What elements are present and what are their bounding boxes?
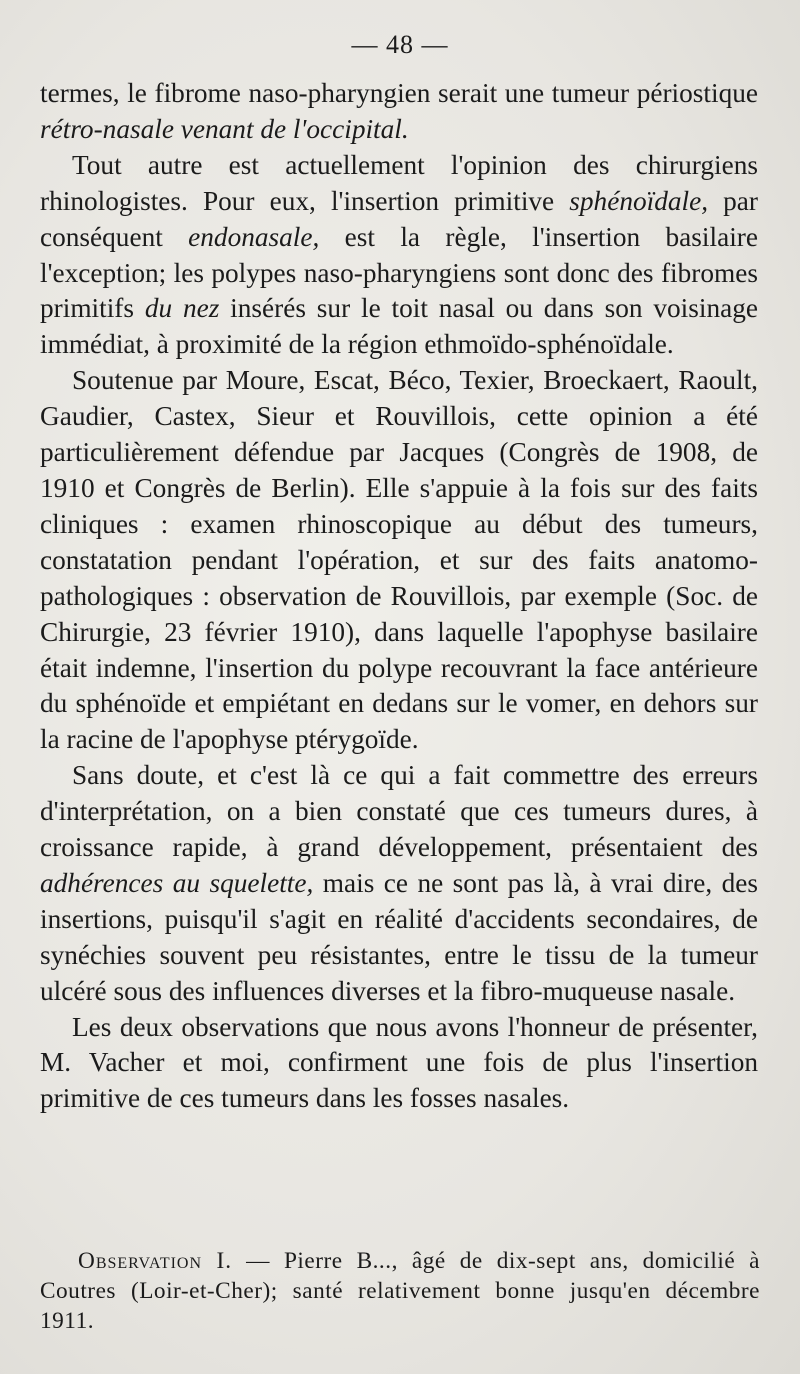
text-segment: par conséquent bbox=[40, 185, 758, 252]
observation-block bbox=[40, 1246, 760, 1336]
page-number: — 48 — bbox=[351, 30, 449, 59]
text-segment: mais ce ne sont pas là, à vrai dire, des insertions, puisqu'il s'agit en réalité d'accidents secondaires, de synéchies souvent peu résistantes, entre le tissu de la tumeur ulcéré sous des influences diverses et la fibro-muqueuse nasale. bbox=[40, 867, 758, 1006]
text-segment: Soutenue par Moure, Escat, Béco, Texier, Broeckaert, Raoult, Gaudier, Castex, Sieur et Rouvillois, cette opinion a été particulièrement défendue par Jacques (Congrès de 1908, de 1910 et Congrès de Berlin). Elle s'appuie à la fois sur des faits cliniques : examen rhinoscopique au début des tumeurs, constatation pendant l'opération, et sur des faits anatomo-pathologiques : observation de Rouvillois, par exemple (Soc. de Chirurgie, 23 février 1910), dans laquelle l'apophyse basilaire était indemne, l'insertion du polype recouvrant la face antérieure du sphénoïde et empiétant en dedans sur le vomer, en dehors sur la racine de l'apophyse ptérygoïde. bbox=[40, 365, 758, 755]
paragraph-5 bbox=[40, 1010, 758, 1118]
observation-heading: Observation I. bbox=[78, 1248, 233, 1274]
italic-segment: rétro-nasale venant de l'occipital. bbox=[40, 113, 409, 144]
text-segment: termes, le fibrome naso-pharyngien serait une tumeur périostique bbox=[40, 78, 758, 108]
italic-segment: adhérences au squelette, bbox=[40, 867, 314, 898]
paragraph-2 bbox=[40, 148, 758, 363]
text-segment: est la règle, l'insertion basilaire l'exception; les polypes naso-pharyngiens sont donc des fibromes primitifs bbox=[40, 221, 758, 324]
italic-segment: sphénoïdale, bbox=[569, 185, 709, 216]
text-segment: insérés sur le toit nasal ou dans son voisinage immédiat, à proximité de la région ethmoïdo-sphénoïdale. bbox=[40, 293, 758, 360]
body-text bbox=[40, 76, 758, 1117]
paragraph-3 bbox=[40, 363, 758, 758]
observation-paragraph bbox=[40, 1246, 760, 1336]
italic-segment: endonasale, bbox=[188, 221, 320, 252]
paragraph-4 bbox=[40, 758, 758, 1009]
text-segment: Tout autre est actuellement l'opinion des chirurgiens rhinologistes. Pour eux, l'insertion primitive bbox=[40, 149, 758, 216]
observation-text: — Pierre B..., âgé de dix-sept ans, domicilié à Coutres (Loir-et-Cher); santé relativement bonne jusqu'en décembre 1911. bbox=[40, 1248, 761, 1334]
text-segment: Les deux observations que nous avons l'honneur de présenter, M. Vacher et moi, confirment une fois de plus l'insertion primitive de ces tumeurs dans les fosses nasales. bbox=[40, 1011, 758, 1114]
italic-segment: du nez bbox=[144, 293, 220, 324]
text-segment: Sans doute, et c'est là ce qui a fait commettre des erreurs d'interprétation, on a bien constaté que ces tumeurs dures, à croissance rapide, à grand développement, présentaient des bbox=[40, 760, 758, 863]
paragraph-1 bbox=[40, 76, 758, 148]
